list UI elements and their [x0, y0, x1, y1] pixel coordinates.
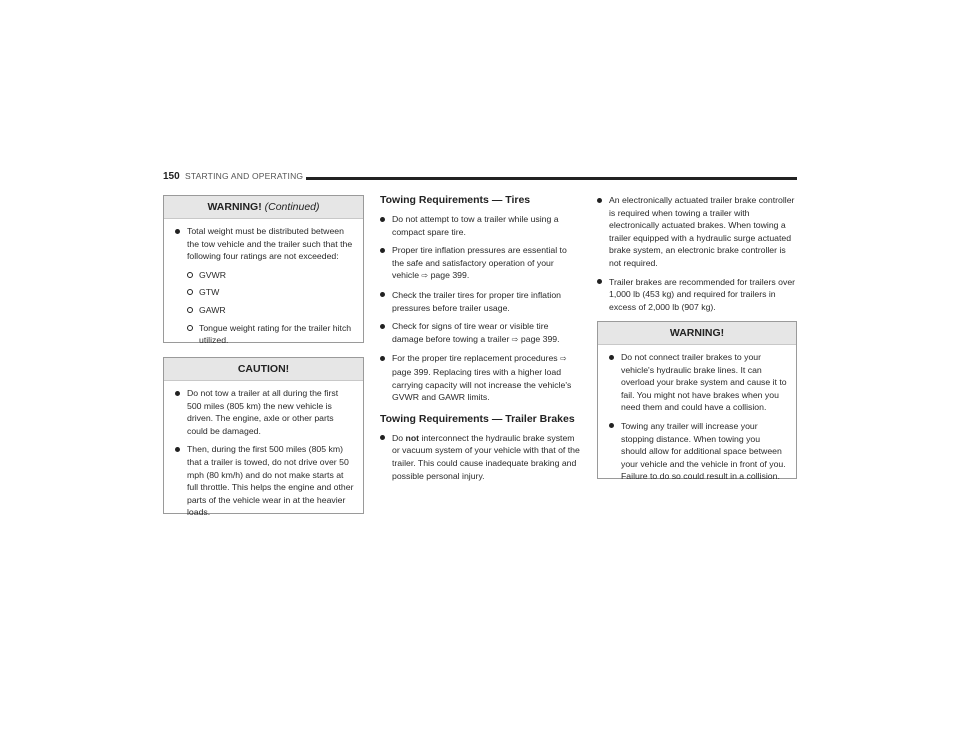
arrow-right-icon: ⇨: [560, 354, 567, 364]
warning-continued-title: WARNING! (Continued): [164, 196, 363, 219]
list-item: Check for signs of tire wear or visible tire damage before towing a trailer ⇨ page 399.: [380, 320, 580, 346]
emphasis-not: not: [405, 432, 420, 443]
arrow-right-icon: ⇨: [511, 334, 519, 344]
tires-heading: Towing Requirements — Tires: [380, 194, 531, 206]
sub-item-gawr: GAWR: [175, 304, 355, 317]
arrow-right-icon: ⇨: [421, 271, 429, 281]
list-item: Total weight must be distributed between the tow vehicle and the trailer such that the following four ratings are not exceeded:: [175, 225, 355, 263]
continued-label: (Continued): [264, 201, 320, 213]
caution-box: [163, 357, 364, 518]
list-item: Do not tow a trailer at all during the first 500 miles (805 km) the new vehicle is driven. The engine, axle or other parts could be damaged.: [175, 387, 355, 437]
column-middle: [380, 194, 580, 488]
list-item: Do not connect trailer brakes to your vehicle's hydraulic brake lines. It can overload your brake system and cause it to fail. You might not have brakes when you need them and could have a collision.: [609, 351, 788, 414]
warning-box: [597, 321, 797, 482]
warning-continued-box: [163, 195, 364, 346]
header-rule: [306, 177, 797, 180]
list-item: Towing any trailer will increase your stopping distance. When towing you should allow for additional space between your vehicle and the vehicle in front of you. Failure to do so could result in a collision.: [609, 420, 788, 483]
list-item: Trailer brakes are recommended for trailers over 1,000 lb (453 kg) and required for trailers in excess of 2,000 lb (907 kg).: [597, 276, 797, 314]
page-ref-link[interactable]: page 399.: [430, 270, 470, 281]
list-item: For the proper tire replacement procedures ⇨ page 399. Replacing tires with a higher load carrying capacity will not increase the vehicle's GVWR and GAWR limits.: [380, 352, 580, 403]
sub-item-gvwr: GVWR: [175, 269, 355, 282]
column-right: [597, 194, 797, 319]
list-item: Do not attempt to tow a trailer while using a compact spare tire.: [380, 213, 580, 238]
list-item: An electronically actuated trailer brake controller is required when towing a trailer with electronically actuated brakes. When towing a trailer equipped with a hydraulic surge actuated brake system, an electronic brake controller is not required.: [597, 194, 797, 270]
page-ref-link[interactable]: page 399.: [520, 333, 560, 344]
brakes-heading: Towing Requirements — Trailer Brakes: [380, 412, 575, 425]
warning-title: WARNING!: [598, 322, 796, 345]
list-item: Then, during the first 500 miles (805 km) that a trailer is towed, do not drive over 50 mph (80 km/h) and do not make starts at full throttle. This helps the engine and other parts of the vehicle wear in at the heavier loads.: [175, 443, 355, 519]
list-item: Check the trailer tires for proper tire inflation pressures before trailer usage.: [380, 289, 580, 314]
list-item: Do not interconnect the hydraulic brake system or vacuum system of your vehicle with that of the trailer. This could cause inadequate braking and possible personal injury.: [380, 432, 580, 482]
page-number: 150: [163, 171, 180, 182]
list-item: Proper tire inflation pressures are essential to the safe and satisfactory operation of your vehicle ⇨ page 399.: [380, 244, 580, 283]
page-header: [163, 171, 797, 187]
section-title: STARTING AND OPERATING: [185, 171, 304, 181]
caution-title: CAUTION!: [164, 358, 363, 381]
page-ref-link[interactable]: page 399. Replacing tires with a higher load carrying capacity will not increase the vehicle's GVWR and GAWR limits.: [392, 366, 572, 403]
sub-item-gtw: GTW: [175, 286, 355, 299]
sub-item-tongue-weight: Tongue weight rating for the trailer hitch utilized.: [175, 322, 355, 347]
